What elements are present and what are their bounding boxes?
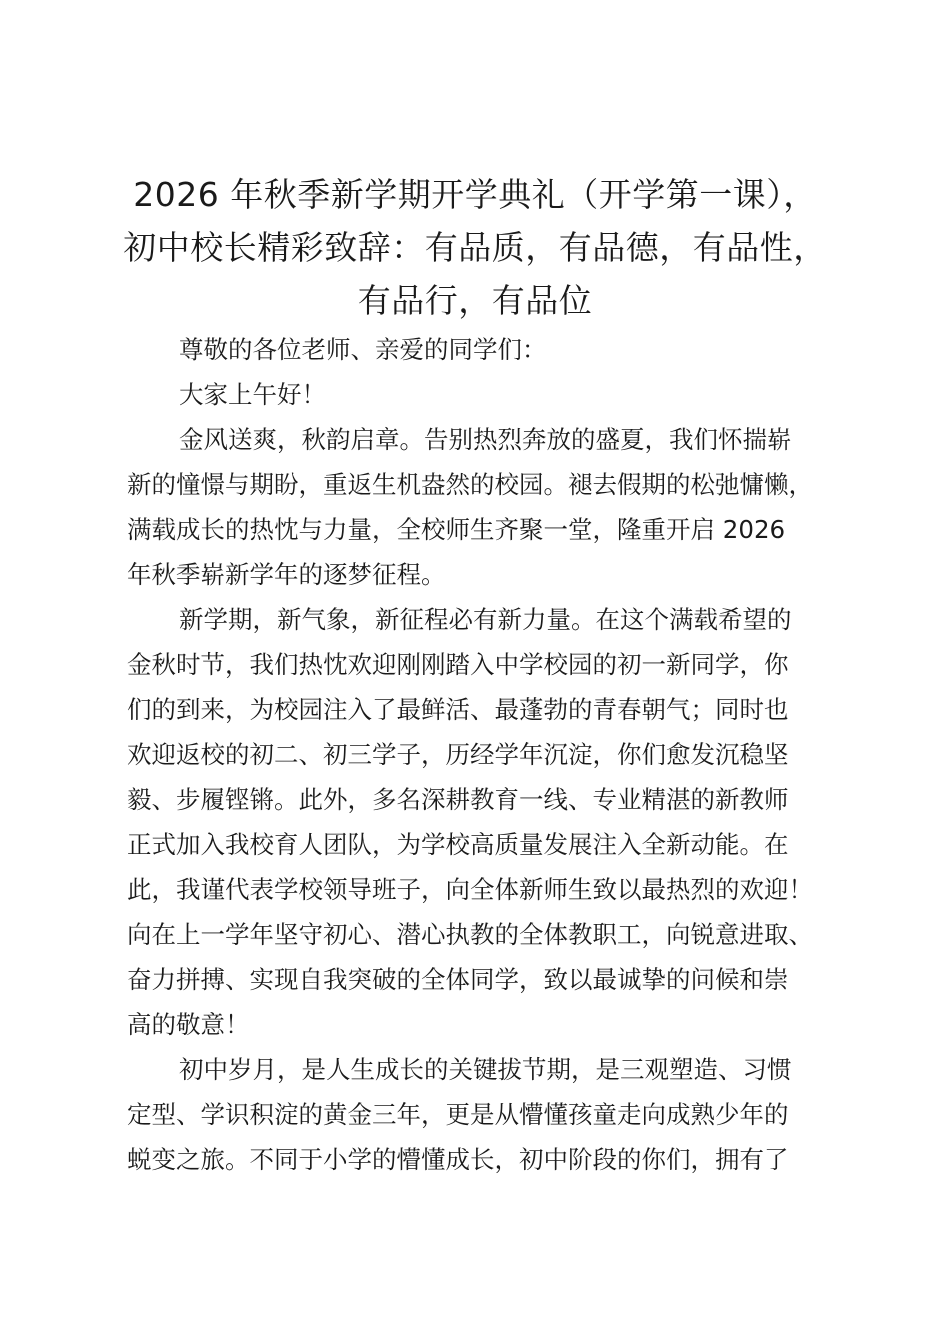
greeting-text: 尊敬的各位老师、亲爱的同学们： xyxy=(179,335,547,364)
document-title xyxy=(100,168,850,327)
paragraph-line: 高的敬意！ xyxy=(127,1010,250,1039)
greeting-paragraph xyxy=(127,327,833,372)
paragraph-line: 金秋时节，我们热忱欢迎刚刚踏入中学校园的初一新同学，你 xyxy=(127,650,789,679)
body-paragraph-3 xyxy=(127,1047,833,1182)
title-line: 有品行，有品位 xyxy=(357,281,593,320)
title-line: 初中校长精彩致辞：有品质，有品德，有品性， xyxy=(123,228,827,267)
paragraph-line: 满载成长的热忱与力量，全校师生齐聚一堂，隆重开启 2026 xyxy=(127,515,786,544)
salutation-text: 大家上午好！ xyxy=(179,380,326,409)
paragraph-line: 金风送爽，秋韵启章。告别热烈奔放的盛夏，我们怀揣崭 xyxy=(179,425,792,454)
paragraph-line: 蜕变之旅。不同于小学的懵懂成长，初中阶段的你们，拥有了 xyxy=(127,1145,789,1174)
paragraph-line: 定型、学识积淀的黄金三年，更是从懵懂孩童走向成熟少年的 xyxy=(127,1100,789,1129)
title-line: 2026 年秋季新学期开学典礼（开学第一课）， xyxy=(133,175,817,214)
paragraph-line: 毅、步履铿锵。此外，多名深耕教育一线、专业精湛的新教师 xyxy=(127,785,789,814)
paragraph-line: 向在上一学年坚守初心、潜心执教的全体教职工，向锐意进取、 xyxy=(127,920,813,949)
paragraph-line: 此，我谨代表学校领导班子，向全体新师生致以最热烈的欢迎！ xyxy=(127,875,813,904)
body-paragraph-1 xyxy=(127,417,833,597)
paragraph-line: 初中岁月，是人生成长的关键拔节期，是三观塑造、习惯 xyxy=(179,1055,792,1084)
paragraph-line: 年秋季崭新学年的逐梦征程。 xyxy=(127,560,446,589)
paragraph-line: 奋力拼搏、实现自我突破的全体同学，致以最诚挚的问候和崇 xyxy=(127,965,789,994)
body-paragraph-2 xyxy=(127,597,833,1047)
paragraph-line: 正式加入我校育人团队，为学校高质量发展注入全新动能。在 xyxy=(127,830,789,859)
paragraph-line: 们的到来，为校园注入了最鲜活、最蓬勃的青春朝气；同时也 xyxy=(127,695,789,724)
paragraph-line: 欢迎返校的初二、初三学子，历经学年沉淀，你们愈发沉稳坚 xyxy=(127,740,789,769)
salutation-paragraph xyxy=(127,372,833,417)
paragraph-line: 新学期，新气象，新征程必有新力量。在这个满载希望的 xyxy=(179,605,792,634)
document-body xyxy=(127,327,833,1182)
paragraph-line: 新的憧憬与期盼，重返生机盎然的校园。褪去假期的松弛慵懒， xyxy=(127,470,813,499)
